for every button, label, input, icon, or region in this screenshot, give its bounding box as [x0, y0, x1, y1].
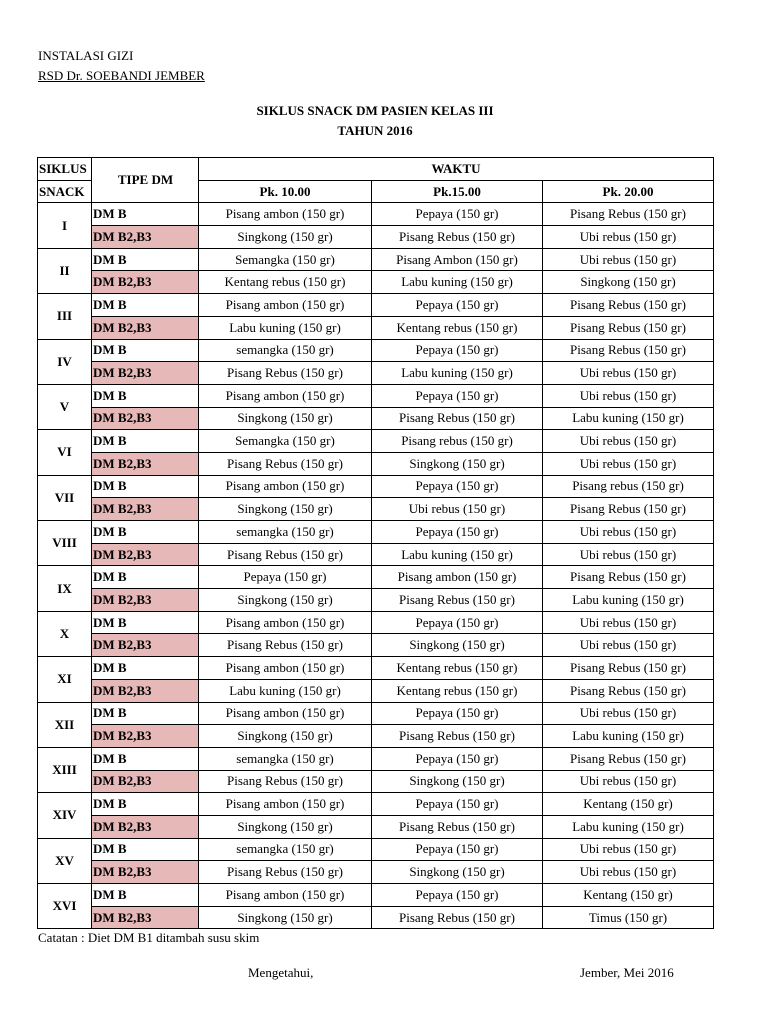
- snack-cell: Semangka (150 gr): [199, 248, 372, 271]
- snack-cell: Ubi rebus (150 gr): [543, 521, 714, 544]
- snack-cell: Pisang Rebus (150 gr): [543, 203, 714, 226]
- diet-type-dmb: DM B: [92, 294, 199, 317]
- snack-cell: Ubi rebus (150 gr): [543, 543, 714, 566]
- diet-type-dmb: DM B: [92, 475, 199, 498]
- snack-cell: Singkong (150 gr): [372, 861, 543, 884]
- snack-cell: Kentang rebus (150 gr): [199, 271, 372, 294]
- diet-type-dmb23: DM B2,B3: [92, 589, 199, 612]
- table-row: [38, 815, 714, 838]
- table-row: [38, 362, 714, 385]
- snack-cell: semangka (150 gr): [199, 747, 372, 770]
- document-year: TAHUN 2016: [337, 123, 413, 138]
- snack-cell: Singkong (150 gr): [199, 226, 372, 249]
- table-row: [38, 521, 714, 544]
- diet-type-dmb: DM B: [92, 203, 199, 226]
- header-tipe-dm: TIPE DM: [92, 158, 199, 203]
- table-row: [38, 452, 714, 475]
- header-time-1: Pk. 10.00: [199, 180, 372, 203]
- diet-type-dmb: DM B: [92, 430, 199, 453]
- diet-type-dmb23: DM B2,B3: [92, 725, 199, 748]
- snack-cell: Pisang ambon (150 gr): [199, 294, 372, 317]
- snack-cell: Timus (150 gr): [543, 906, 714, 929]
- snack-cell: Pisang Rebus (150 gr): [372, 906, 543, 929]
- diet-type-dmb23: DM B2,B3: [92, 679, 199, 702]
- table-row: [38, 203, 714, 226]
- snack-cell: Pisang Rebus (150 gr): [543, 747, 714, 770]
- diet-type-dmb23: DM B2,B3: [92, 815, 199, 838]
- table-note: Catatan : Diet DM B1 ditambah susu skim: [38, 930, 260, 945]
- snack-cell: Labu kuning (150 gr): [199, 679, 372, 702]
- diet-type-dmb23: DM B2,B3: [92, 407, 199, 430]
- snack-cell: Labu kuning (150 gr): [372, 271, 543, 294]
- header-siklus-1: SIKLUS: [38, 158, 92, 181]
- snack-cell: Singkong (150 gr): [199, 498, 372, 521]
- diet-type-dmb23: DM B2,B3: [92, 543, 199, 566]
- snack-cell: Ubi rebus (150 gr): [543, 770, 714, 793]
- header-siklus-2: SNACK: [38, 180, 92, 203]
- snack-cell: Ubi rebus (150 gr): [543, 452, 714, 475]
- snack-cell: Pisang Rebus (150 gr): [372, 226, 543, 249]
- snack-cell: Pepaya (150 gr): [372, 384, 543, 407]
- cycle-number: XI: [38, 657, 92, 702]
- snack-cell: Pepaya (150 gr): [199, 566, 372, 589]
- signature-right: Jember, Mei 2016: [580, 965, 674, 980]
- diet-type-dmb23: DM B2,B3: [92, 861, 199, 884]
- table-row: [38, 226, 714, 249]
- cycle-number: V: [38, 384, 92, 429]
- table-row: [38, 566, 714, 589]
- snack-cell: Pisang Rebus (150 gr): [543, 498, 714, 521]
- snack-cell: Pisang Rebus (150 gr): [372, 725, 543, 748]
- snack-cell: Pepaya (150 gr): [372, 339, 543, 362]
- snack-cell: Ubi rebus (150 gr): [543, 384, 714, 407]
- snack-cell: Pisang ambon (150 gr): [199, 793, 372, 816]
- cycle-number: XIV: [38, 793, 92, 838]
- table-row: [38, 770, 714, 793]
- snack-cell: Pisang Rebus (150 gr): [372, 815, 543, 838]
- snack-cell: Pisang Rebus (150 gr): [199, 634, 372, 657]
- diet-type-dmb: DM B: [92, 521, 199, 544]
- table-row: [38, 271, 714, 294]
- table-row: [38, 589, 714, 612]
- diet-type-dmb23: DM B2,B3: [92, 452, 199, 475]
- snack-cell: Singkong (150 gr): [199, 725, 372, 748]
- diet-type-dmb23: DM B2,B3: [92, 498, 199, 521]
- snack-cell: Labu kuning (150 gr): [543, 407, 714, 430]
- table-row: [38, 725, 714, 748]
- snack-cell: Pisang rebus (150 gr): [372, 430, 543, 453]
- snack-cell: Pisang rebus (150 gr): [543, 475, 714, 498]
- snack-cell: Singkong (150 gr): [199, 815, 372, 838]
- diet-type-dmb23: DM B2,B3: [92, 271, 199, 294]
- diet-type-dmb23: DM B2,B3: [92, 634, 199, 657]
- snack-cell: Pisang ambon (150 gr): [199, 611, 372, 634]
- table-row: [38, 747, 714, 770]
- diet-type-dmb: DM B: [92, 384, 199, 407]
- snack-cell: Pisang Rebus (150 gr): [543, 316, 714, 339]
- snack-cell: Pepaya (150 gr): [372, 838, 543, 861]
- cycle-number: IV: [38, 339, 92, 384]
- cycle-number: II: [38, 248, 92, 293]
- header-time-3: Pk. 20.00: [543, 180, 714, 203]
- table-row: [38, 793, 714, 816]
- snack-cell: Pisang Rebus (150 gr): [199, 770, 372, 793]
- snack-cell: Pisang ambon (150 gr): [199, 884, 372, 907]
- cycle-number: XIII: [38, 747, 92, 792]
- snack-cell: Semangka (150 gr): [199, 430, 372, 453]
- snack-cell: Labu kuning (150 gr): [543, 589, 714, 612]
- snack-cell: Ubi rebus (150 gr): [543, 702, 714, 725]
- table-row: [38, 657, 714, 680]
- snack-cell: Singkong (150 gr): [199, 589, 372, 612]
- snack-cell: Pisang ambon (150 gr): [199, 384, 372, 407]
- cycle-number: VIII: [38, 521, 92, 566]
- snack-cell: Kentang rebus (150 gr): [372, 679, 543, 702]
- document-title: SIKLUS SNACK DM PASIEN KELAS III: [256, 103, 494, 118]
- snack-cell: Ubi rebus (150 gr): [543, 362, 714, 385]
- snack-cell: Pisang Rebus (150 gr): [199, 452, 372, 475]
- snack-cell: Ubi rebus (150 gr): [543, 611, 714, 634]
- snack-cell: Ubi rebus (150 gr): [543, 838, 714, 861]
- header-time-2: Pk.15.00: [372, 180, 543, 203]
- snack-cell: Pisang Rebus (150 gr): [543, 294, 714, 317]
- snack-cell: Pisang Rebus (150 gr): [543, 657, 714, 680]
- table-row: [38, 248, 714, 271]
- snack-cell: Pisang ambon (150 gr): [199, 657, 372, 680]
- snack-cell: Pepaya (150 gr): [372, 702, 543, 725]
- diet-type-dmb23: DM B2,B3: [92, 770, 199, 793]
- table-row: [38, 906, 714, 929]
- snack-cell: Labu kuning (150 gr): [372, 543, 543, 566]
- snack-cell: Labu kuning (150 gr): [543, 725, 714, 748]
- snack-cell: Ubi rebus (150 gr): [543, 248, 714, 271]
- hospital-name: RSD Dr. SOEBANDI JEMBER: [38, 68, 205, 83]
- table-row: [38, 384, 714, 407]
- cycle-number: XVI: [38, 884, 92, 929]
- snack-cell: semangka (150 gr): [199, 339, 372, 362]
- diet-type-dmb: DM B: [92, 838, 199, 861]
- snack-cell: Singkong (150 gr): [543, 271, 714, 294]
- cycle-number: XV: [38, 838, 92, 883]
- table-row: [38, 407, 714, 430]
- table-row: [38, 430, 714, 453]
- snack-cell: Pisang Rebus (150 gr): [199, 362, 372, 385]
- table-row: [38, 339, 714, 362]
- snack-cell: Pisang Rebus (150 gr): [199, 861, 372, 884]
- table-row: [38, 884, 714, 907]
- snack-cell: Pisang Rebus (150 gr): [543, 566, 714, 589]
- snack-cell: Kentang rebus (150 gr): [372, 316, 543, 339]
- snack-cell: Singkong (150 gr): [372, 634, 543, 657]
- table-row: [38, 475, 714, 498]
- table-row: [38, 498, 714, 521]
- signature-left: Mengetahui,: [248, 965, 314, 980]
- snack-cell: Singkong (150 gr): [372, 770, 543, 793]
- snack-cell: Singkong (150 gr): [372, 452, 543, 475]
- snack-cell: Pepaya (150 gr): [372, 747, 543, 770]
- table-row: [38, 611, 714, 634]
- snack-cell: Ubi rebus (150 gr): [543, 861, 714, 884]
- snack-cell: Ubi rebus (150 gr): [372, 498, 543, 521]
- cycle-number: X: [38, 611, 92, 656]
- diet-type-dmb: DM B: [92, 702, 199, 725]
- snack-cell: Pisang Rebus (150 gr): [372, 407, 543, 430]
- snack-cell: Pisang ambon (150 gr): [199, 203, 372, 226]
- snack-cell: Labu kuning (150 gr): [372, 362, 543, 385]
- table-body: [38, 203, 714, 929]
- snack-cell: Kentang (150 gr): [543, 884, 714, 907]
- diet-type-dmb: DM B: [92, 747, 199, 770]
- snack-cell: Pepaya (150 gr): [372, 203, 543, 226]
- snack-cell: Pepaya (150 gr): [372, 475, 543, 498]
- snack-cell: Pisang Rebus (150 gr): [543, 679, 714, 702]
- diet-type-dmb: DM B: [92, 248, 199, 271]
- snack-cell: Pepaya (150 gr): [372, 521, 543, 544]
- snack-cell: Labu kuning (150 gr): [199, 316, 372, 339]
- snack-cell: Pisang Ambon (150 gr): [372, 248, 543, 271]
- snack-cell: Pepaya (150 gr): [372, 793, 543, 816]
- cycle-number: VI: [38, 430, 92, 475]
- cycle-number: III: [38, 294, 92, 339]
- diet-type-dmb23: DM B2,B3: [92, 906, 199, 929]
- cycle-number: I: [38, 203, 92, 248]
- header-waktu: WAKTU: [199, 158, 714, 181]
- snack-cell: Pepaya (150 gr): [372, 611, 543, 634]
- diet-type-dmb23: DM B2,B3: [92, 362, 199, 385]
- diet-type-dmb: DM B: [92, 339, 199, 362]
- snack-cell: Ubi rebus (150 gr): [543, 226, 714, 249]
- snack-cell: Ubi rebus (150 gr): [543, 430, 714, 453]
- diet-type-dmb: DM B: [92, 793, 199, 816]
- snack-cell: Pisang ambon (150 gr): [199, 475, 372, 498]
- diet-type-dmb23: DM B2,B3: [92, 226, 199, 249]
- snack-cell: Pisang Rebus (150 gr): [372, 589, 543, 612]
- cycle-number: XII: [38, 702, 92, 747]
- diet-type-dmb: DM B: [92, 611, 199, 634]
- snack-cell: Pisang Rebus (150 gr): [199, 543, 372, 566]
- diet-type-dmb: DM B: [92, 884, 199, 907]
- snack-cell: Kentang rebus (150 gr): [372, 657, 543, 680]
- table-row: [38, 861, 714, 884]
- snack-cell: Labu kuning (150 gr): [543, 815, 714, 838]
- cycle-number: IX: [38, 566, 92, 611]
- cycle-number: VII: [38, 475, 92, 520]
- snack-cell: semangka (150 gr): [199, 521, 372, 544]
- diet-type-dmb23: DM B2,B3: [92, 316, 199, 339]
- snack-cycle-table: [37, 157, 714, 929]
- snack-cell: Ubi rebus (150 gr): [543, 634, 714, 657]
- table-row: [38, 702, 714, 725]
- snack-cell: Kentang (150 gr): [543, 793, 714, 816]
- table-row: [38, 294, 714, 317]
- snack-cell: Pisang ambon (150 gr): [372, 566, 543, 589]
- snack-cell: semangka (150 gr): [199, 838, 372, 861]
- table-row: [38, 316, 714, 339]
- table-row: [38, 634, 714, 657]
- snack-cell: Singkong (150 gr): [199, 407, 372, 430]
- diet-type-dmb: DM B: [92, 657, 199, 680]
- snack-cell: Pepaya (150 gr): [372, 294, 543, 317]
- snack-cell: Pisang Rebus (150 gr): [543, 339, 714, 362]
- diet-type-dmb: DM B: [92, 566, 199, 589]
- table-row: [38, 543, 714, 566]
- table-row: [38, 679, 714, 702]
- institution-name: INSTALASI GIZI: [38, 48, 134, 63]
- snack-cell: Singkong (150 gr): [199, 906, 372, 929]
- snack-cell: Pisang ambon (150 gr): [199, 702, 372, 725]
- snack-cell: Pepaya (150 gr): [372, 884, 543, 907]
- table-row: [38, 838, 714, 861]
